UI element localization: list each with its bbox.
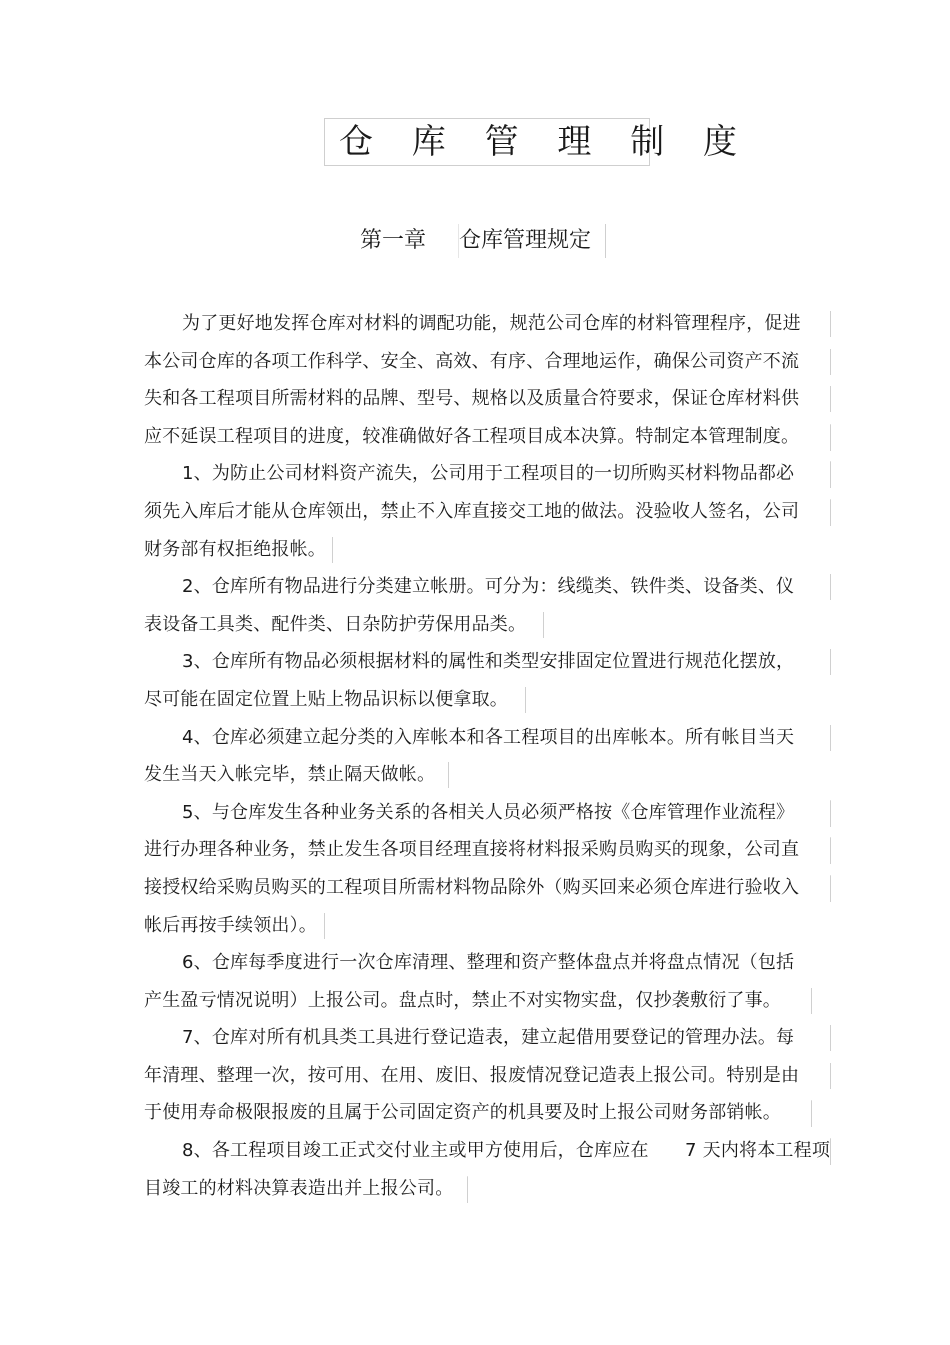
- line-guide: [830, 875, 831, 902]
- line-guide: [543, 612, 544, 638]
- text-line: [144, 719, 834, 757]
- text-line-content: 失和各工程项目所需材料的品牌、型号、规格以及质量合符要求，保证仓库材料供: [144, 388, 800, 410]
- text-line: [144, 907, 834, 945]
- chapter-number: 第一章: [360, 228, 427, 253]
- line-guide: [830, 1138, 831, 1165]
- line-guide: [830, 1063, 831, 1089]
- line-guide: [830, 837, 831, 864]
- line-guide: [830, 386, 831, 412]
- text-line-content: 发生当天入帐完毕，禁止隔天做帐。: [144, 764, 436, 786]
- line-guide: [811, 1100, 812, 1127]
- text-line: [144, 681, 834, 719]
- text-line-content: 3、仓库所有物品必须根据材料的属性和类型安排固定位置进行规范化摆放，: [182, 651, 795, 673]
- text-line-content: 为了更好地发挥仓库对材料的调配功能，规范公司仓库的材料管理程序，促进: [182, 313, 801, 334]
- text-line-content: 7、仓库对所有机具类工具进行登记造表，建立起借用要登记的管理办法。每: [182, 1027, 795, 1049]
- text-line: [144, 944, 834, 982]
- text-line: [144, 568, 834, 606]
- line-guide: [830, 800, 831, 827]
- text-line-content: 5、与仓库发生各种业务关系的各相关人员必须严格按《仓库管理作业流程》: [182, 801, 795, 823]
- text-line: [144, 305, 834, 343]
- line-guide: [830, 649, 831, 675]
- line-guide: [830, 725, 831, 751]
- document-title: 仓 库 管 理 制 度: [324, 118, 650, 166]
- text-line: [144, 606, 834, 644]
- line-guide: [324, 913, 325, 939]
- line-guide: [467, 1176, 468, 1203]
- text-line: [144, 380, 834, 418]
- chapter-heading: [360, 224, 606, 260]
- text-line-content: 4、仓库必须建立起分类的入库帐本和各工程项目的出库帐本。所有帐目当天: [182, 726, 795, 748]
- line-guide: [830, 349, 831, 375]
- document-body: [144, 305, 834, 1207]
- text-line: [144, 343, 834, 381]
- text-line: [144, 1019, 834, 1057]
- text-line-content: 进行办理各种业务，禁止发生各项目经理直接将材料报采购员购买的现象，公司直: [144, 839, 800, 861]
- line-guide: [830, 1025, 831, 1051]
- text-line-content: 接授权给采购员购买的工程项目所需材料物品除外（购买回来必须仓库进行验收入: [144, 876, 800, 898]
- text-line: [144, 869, 834, 907]
- text-line: [144, 982, 834, 1020]
- text-line-content: 本公司仓库的各项工作科学、安全、高效、有序、合理地运作，确保公司资产不流: [144, 350, 800, 372]
- text-line-content: 2、仓库所有物品进行分类建立帐册。可分为：线缆类、铁件类、设备类、仪: [182, 576, 795, 598]
- text-line-content: 尽可能在固定位置上贴上物品识标以便拿取。: [144, 688, 508, 710]
- line-guide: [830, 499, 831, 526]
- line-guide: [448, 762, 449, 788]
- line-guide: [811, 988, 812, 1014]
- text-line-content: 表设备工具类、配件类、日杂防护劳保用品类。: [144, 613, 527, 635]
- text-line-content: 财务部有权拒绝报帐。: [144, 538, 326, 560]
- text-line-content: 产生盈亏情况说明）上报公司。盘点时，禁止不对实物实盘，仅抄袭敷衍了事。: [144, 989, 781, 1011]
- line-guide: [830, 461, 831, 488]
- text-line-content: 目竣工的材料决算表造出并上报公司。: [144, 1177, 454, 1199]
- text-line-content: 8、各工程项目竣工正式交付业主或甲方使用后，仓库应在 7 天内将本工程项: [182, 1140, 831, 1162]
- text-line: [144, 1094, 834, 1132]
- text-line-content: 帐后再按手续领出）。: [144, 914, 317, 936]
- text-line: [144, 831, 834, 869]
- text-line: [144, 455, 834, 493]
- line-guide: [525, 687, 526, 713]
- text-line-content: 6、仓库每季度进行一次仓库清理、整理和资产整体盘点并将盘点情况（包括: [182, 952, 795, 974]
- text-line: [144, 756, 834, 794]
- line-guide: [830, 574, 831, 600]
- text-line: [144, 531, 834, 569]
- text-line: [144, 493, 834, 531]
- line-guide: [830, 311, 831, 337]
- line-guide: [830, 424, 831, 451]
- chapter-title: 仓库管理规定: [458, 224, 606, 258]
- text-line: [144, 1170, 834, 1208]
- text-line-content: 1、为防止公司材料资产流失，公司用于工程项目的一切所购买材料物品都必: [182, 463, 795, 485]
- text-line-content: 于使用寿命极限报废的且属于公司固定资产的机具要及时上报公司财务部销帐。: [144, 1102, 781, 1124]
- text-line-content: 须先入库后才能从仓库领出，禁止不入库直接交工地的做法。没验收人签名，公司: [144, 500, 800, 522]
- text-line: [144, 643, 834, 681]
- text-line: [144, 1057, 834, 1095]
- text-line-content: 应不延误工程项目的进度，较准确做好各工程项目成本决算。特制定本管理制度。: [144, 425, 800, 447]
- text-line: [144, 794, 834, 832]
- text-line: [144, 1132, 834, 1170]
- line-guide: [332, 537, 333, 563]
- text-line-content: 年清理、整理一次，按可用、在用、废旧、报废情况登记造表上报公司。特别是由: [144, 1064, 800, 1086]
- text-line: [144, 418, 834, 456]
